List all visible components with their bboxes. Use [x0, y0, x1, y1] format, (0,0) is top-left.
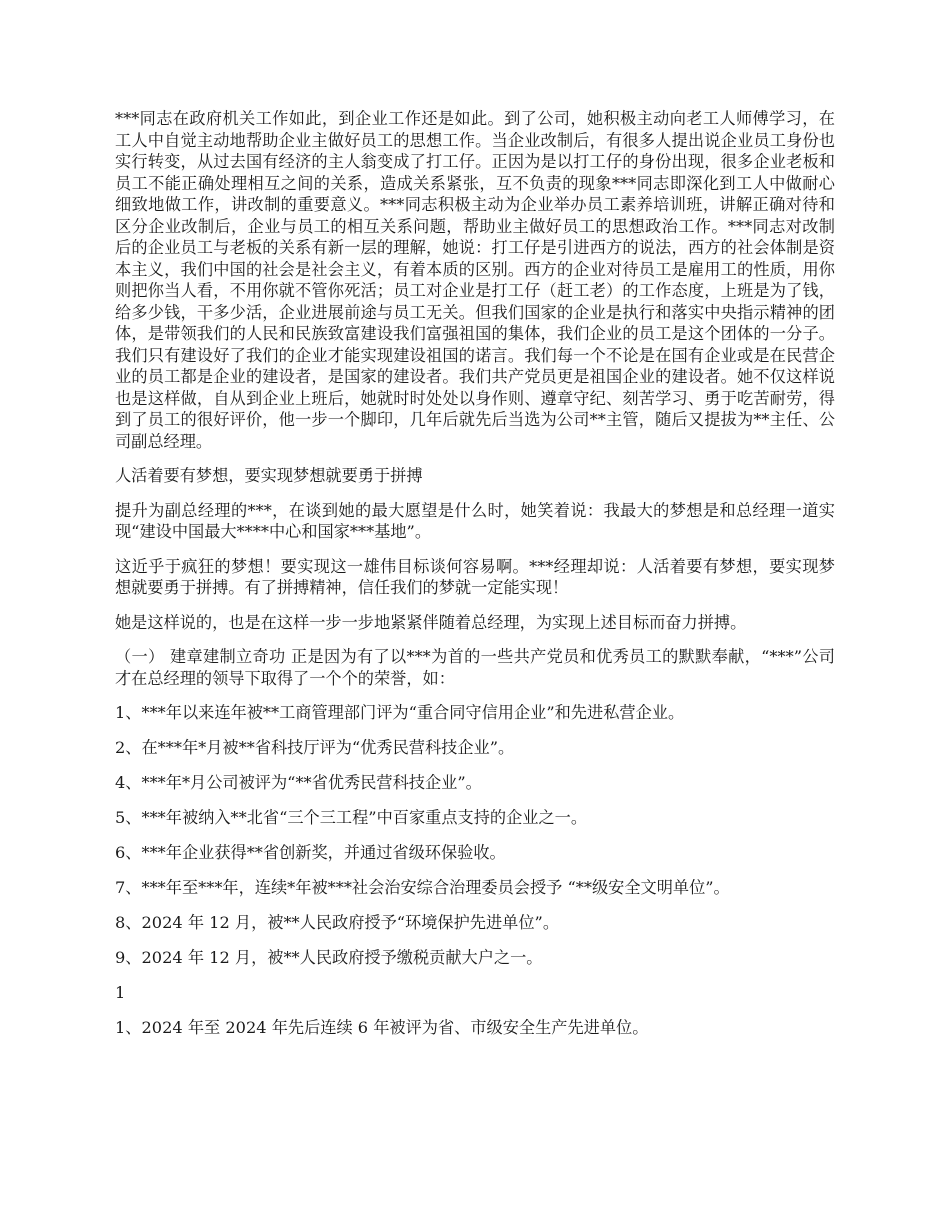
body-paragraph: ***同志在政府机关工作如此，到企业工作还是如此。到了公司，她积极主动向老工人师傅学习，在工人中自觉主动地帮助企业主做好员工的思想工作。当企业改制后，有很多人提出说企业员工身份也实行转变，从过去国有经济的主人翁变成了打工仔。正因为是以打工仔的身份出现，很多企业老板和员工不能正确处理相互之间的关系，造成关系紧张，互不负责的现象***同志即深化到工人中做耐心细致地做工作，讲改制的重要意义。***同志积极主动为企业举办员工素养培训班，讲解正确对待和区分企业改制后，企业与员工的相互关系问题，帮助业主做好员工的思想政治工作。***同志对改制后的企业员工与老板的关系有新一层的理解，她说：打工仔是引进西方的说法，西方的社会体制是资本主义，我们中国的社会是社会主义，有着本质的区别。西方的企业对待员工是雇用工的性质，用你则把你当人看，不用你就不管你死活；员工对企业是打工仔（赶工老）的工作态度，上班是为了钱，给多少钱，干多少活，企业进展前途与员工无关。但我们国家的企业是执行和落实中央指示精神的团体，是带领我们的人民和民族致富建设我们富强祖国的集体，我们企业的员工是这个团体的一分子。我们只有建设好了我们的企业才能实现建设祖国的诺言。我们每一个不论是在国有企业或是在民营企业的员工都是企业的建设者，是国家的建设者。我们共产党员更是祖国企业的建设者。她不仅这样说也是这样做，自从到企业上班后，她就时时处处以身作则、遵章守纪、刻苦学习、勇于吃苦耐劳，得到了员工的很好评价，他一步一个脚印，几年后就先后当选为公司**主管，随后又提拔为**主任、公司副总经理。: [115, 109, 835, 451]
body-paragraph: （一） 建章建制立奇功 正是因为有了以***为首的一些共产党员和优秀员工的默默奉献，“***”公司才在总经理的领导下取得了一个个的荣誉，如：: [115, 647, 835, 688]
list-item: 8、2024 年 12 月，被**人民政府授予“环境保护先进单位”。: [115, 913, 560, 932]
body-paragraph: 提升为副总经理的***，在谈到她的最大愿望是什么时，她笑着说：我最大的梦想是和总经理一道实现“建设中国最大****中心和国家***基地”。: [115, 500, 835, 541]
body-paragraph: 她是这样说的，也是在这样一步一步地紧紧伴随着总经理，为实现上述目标而奋力拼搏。: [115, 612, 747, 632]
list-item: 1、***年以来连年被**工商管理部门评为“重合同守信用企业”和先进私营企业。: [115, 703, 685, 722]
list-item: 5、***年被纳入**北省“三个三工程”中百家重点支持的企业之一。: [115, 808, 588, 827]
list-item: 9、2024 年 12 月，被**人民政府授予缴税贡献大户之一。: [115, 948, 543, 967]
list-item: 7、***年至***年，连续*年被***社会治安综合治理委员会授予 “**级安全文明单位”。: [115, 878, 730, 897]
page-number: 1: [115, 983, 126, 1002]
section-heading: 人活着要有梦想，要实现梦想就要勇于拼搏: [115, 466, 423, 485]
list-item: 6、***年企业获得**省创新奖，并通过省级环保验收。: [115, 843, 506, 862]
document-page: [115, 108, 835, 1052]
list-item: 2、在***年*月被**省科技厅评为“优秀民营科技企业”。: [115, 738, 515, 757]
list-item: 4、***年*月公司被评为“**省优秀民营科技企业”。: [115, 773, 482, 792]
list-item: 1、2024 年至 2024 年先后连续 6 年被评为省、市级安全生产先进单位。: [115, 1018, 649, 1037]
body-paragraph: 这近乎于疯狂的梦想！要实现这一雄伟目标谈何容易啊。***经理却说：人活着要有梦想，要实现梦想就要勇于拼搏。有了拼搏精神，信任我们的梦就一定能实现！: [115, 556, 835, 597]
